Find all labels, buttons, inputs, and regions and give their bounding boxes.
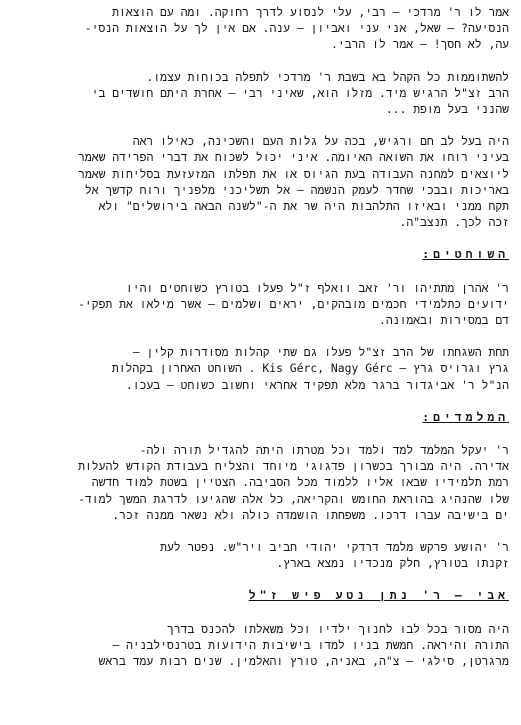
paragraph-father [14, 621, 509, 670]
paragraph-communities [14, 344, 509, 393]
paragraph-shabbat [14, 69, 509, 118]
text-line: שהנני בעל מופת ... [385, 102, 509, 117]
section-heading-father: אבי – ר' נתן נטע פיש ז"ל [248, 588, 509, 603]
text-line: אדירה. היה מבורך בכשרון פדגוגי מיוחד והצליח בעבודת הקודש להעלות [78, 459, 509, 474]
text-line: להשתוממות כל הקהל בא בשבת ר' מרדכי לתפלה בכוחות עצמו. [146, 69, 509, 84]
text-line: זכה לכך. תנצב"ה. [399, 215, 509, 230]
text-line: הנסיעה? – שאל, אני עני ואביון – ענה. אם אין לך על הוצאות הנסי- [84, 21, 509, 36]
text-line: עה, לא חסך! – אמר לו הרבי. [331, 37, 509, 52]
paragraph-slaughterers [14, 280, 509, 329]
text-line: הנ"ל ר' אביגדור ברגר מלא תפקיד אחראי וחשוב כשוחט – בעכו. [125, 377, 509, 392]
text-line: ר' אהרן מתתיהו ור' זאב וואלף ז"ל פעלו בטורץ כשוחטים והיו [125, 280, 509, 295]
text-line: תחת השגחתו של הרב זצ"ל פעלו גם שתי קהלות מסודרות קלין – [132, 345, 509, 360]
text-line: דם במסירות ובאמונה. [379, 313, 509, 328]
text-line: ר' יעקל המלמד למד ולמד וכל מטרתו היתה להגדיל תורה ולה- [139, 443, 509, 458]
text-line: היה בעל לב חם ורגיש, בכה על גלות העם והשכינה, כאילו ראה [132, 134, 509, 149]
text-line: ידועים כתלמידי חכמים מובהקים, יראים ושלמים – אשר מילאו את תפקי- [78, 296, 509, 311]
text-line: באריכות ובבכי שחדר לעמק הנשמה – אל תשליכני מלפניך ורוח קדשך אל [84, 182, 509, 197]
text-line: בעיני רוחו את השואה האיומה. איני יכול לשכוח את דברי הפרידה שאמר [78, 150, 509, 165]
paragraph-rabbi-character [14, 133, 509, 230]
text-line: ר' יהושע פרקש מלמד דרדקי יהודי חביב ויר"ש. נפטר לעת [160, 540, 509, 555]
text-line: היה מסור בכל לבו לחנוך ילדיו וכל משאלתו להכנס בדרך [167, 621, 509, 636]
paragraph-journey [14, 4, 509, 53]
text-line: התורה והיראה. חמשת בניו למדו בישיבות הידועות בטרנסילבניה – [112, 637, 509, 652]
paragraph-yehoshua-farkas [14, 539, 509, 571]
section-heading-teachers: המלמדים: [422, 409, 509, 424]
text-line: גרץ וגרויס גרץ – Kis Gérc, Nagy Gérc . השוחט האחרון בקהלות [111, 361, 509, 376]
text-line: ליוצאים למחנה העבודה בעת הגיוס או את תפלתו המזעזעת בסליחות שאמר [78, 166, 509, 181]
text-line: רמת תלמידיו שבאו אליו ללמוד מכל הסביבה. הצטיין בשטת למוד חדשה [91, 475, 509, 490]
text-line: זקנתו בטורץ, חלק מנכדיו נמצא בארץ. [276, 556, 509, 571]
text-line: ים בישיבה עברו דרכו. משפחתו הושמדה כולה ולא נשאר ממנה זכר. [112, 507, 509, 522]
text-line: הרב זצ"ל הרגיש מיד. מזלו הוא, שאיני רבי – אחרת היתם חושדים בי [91, 85, 509, 100]
text-line: תקח ממני ובאיזו התלהבות היה שר את ה-"לשנה הבאה בירושלים" ולא [98, 199, 509, 214]
text-line: שלו שהנהיג בהוראת החומש והקריאה, כל אלה שהגיעו לדרגת המשך למוד- [78, 491, 509, 506]
section-heading-slaughterers: השוחטים: [422, 247, 509, 262]
text-line: אמר לו ר' מרדכי – רבי, עלי לנסוע לדרך רחוקה. ומה עם הוצאות [112, 5, 509, 19]
text-line: מרגרטן, סילגי – צ"ה, באניה, טורץ והאלמין. שנים רבות עמד בראש [98, 654, 509, 669]
paragraph-yekel-teacher [14, 442, 509, 523]
